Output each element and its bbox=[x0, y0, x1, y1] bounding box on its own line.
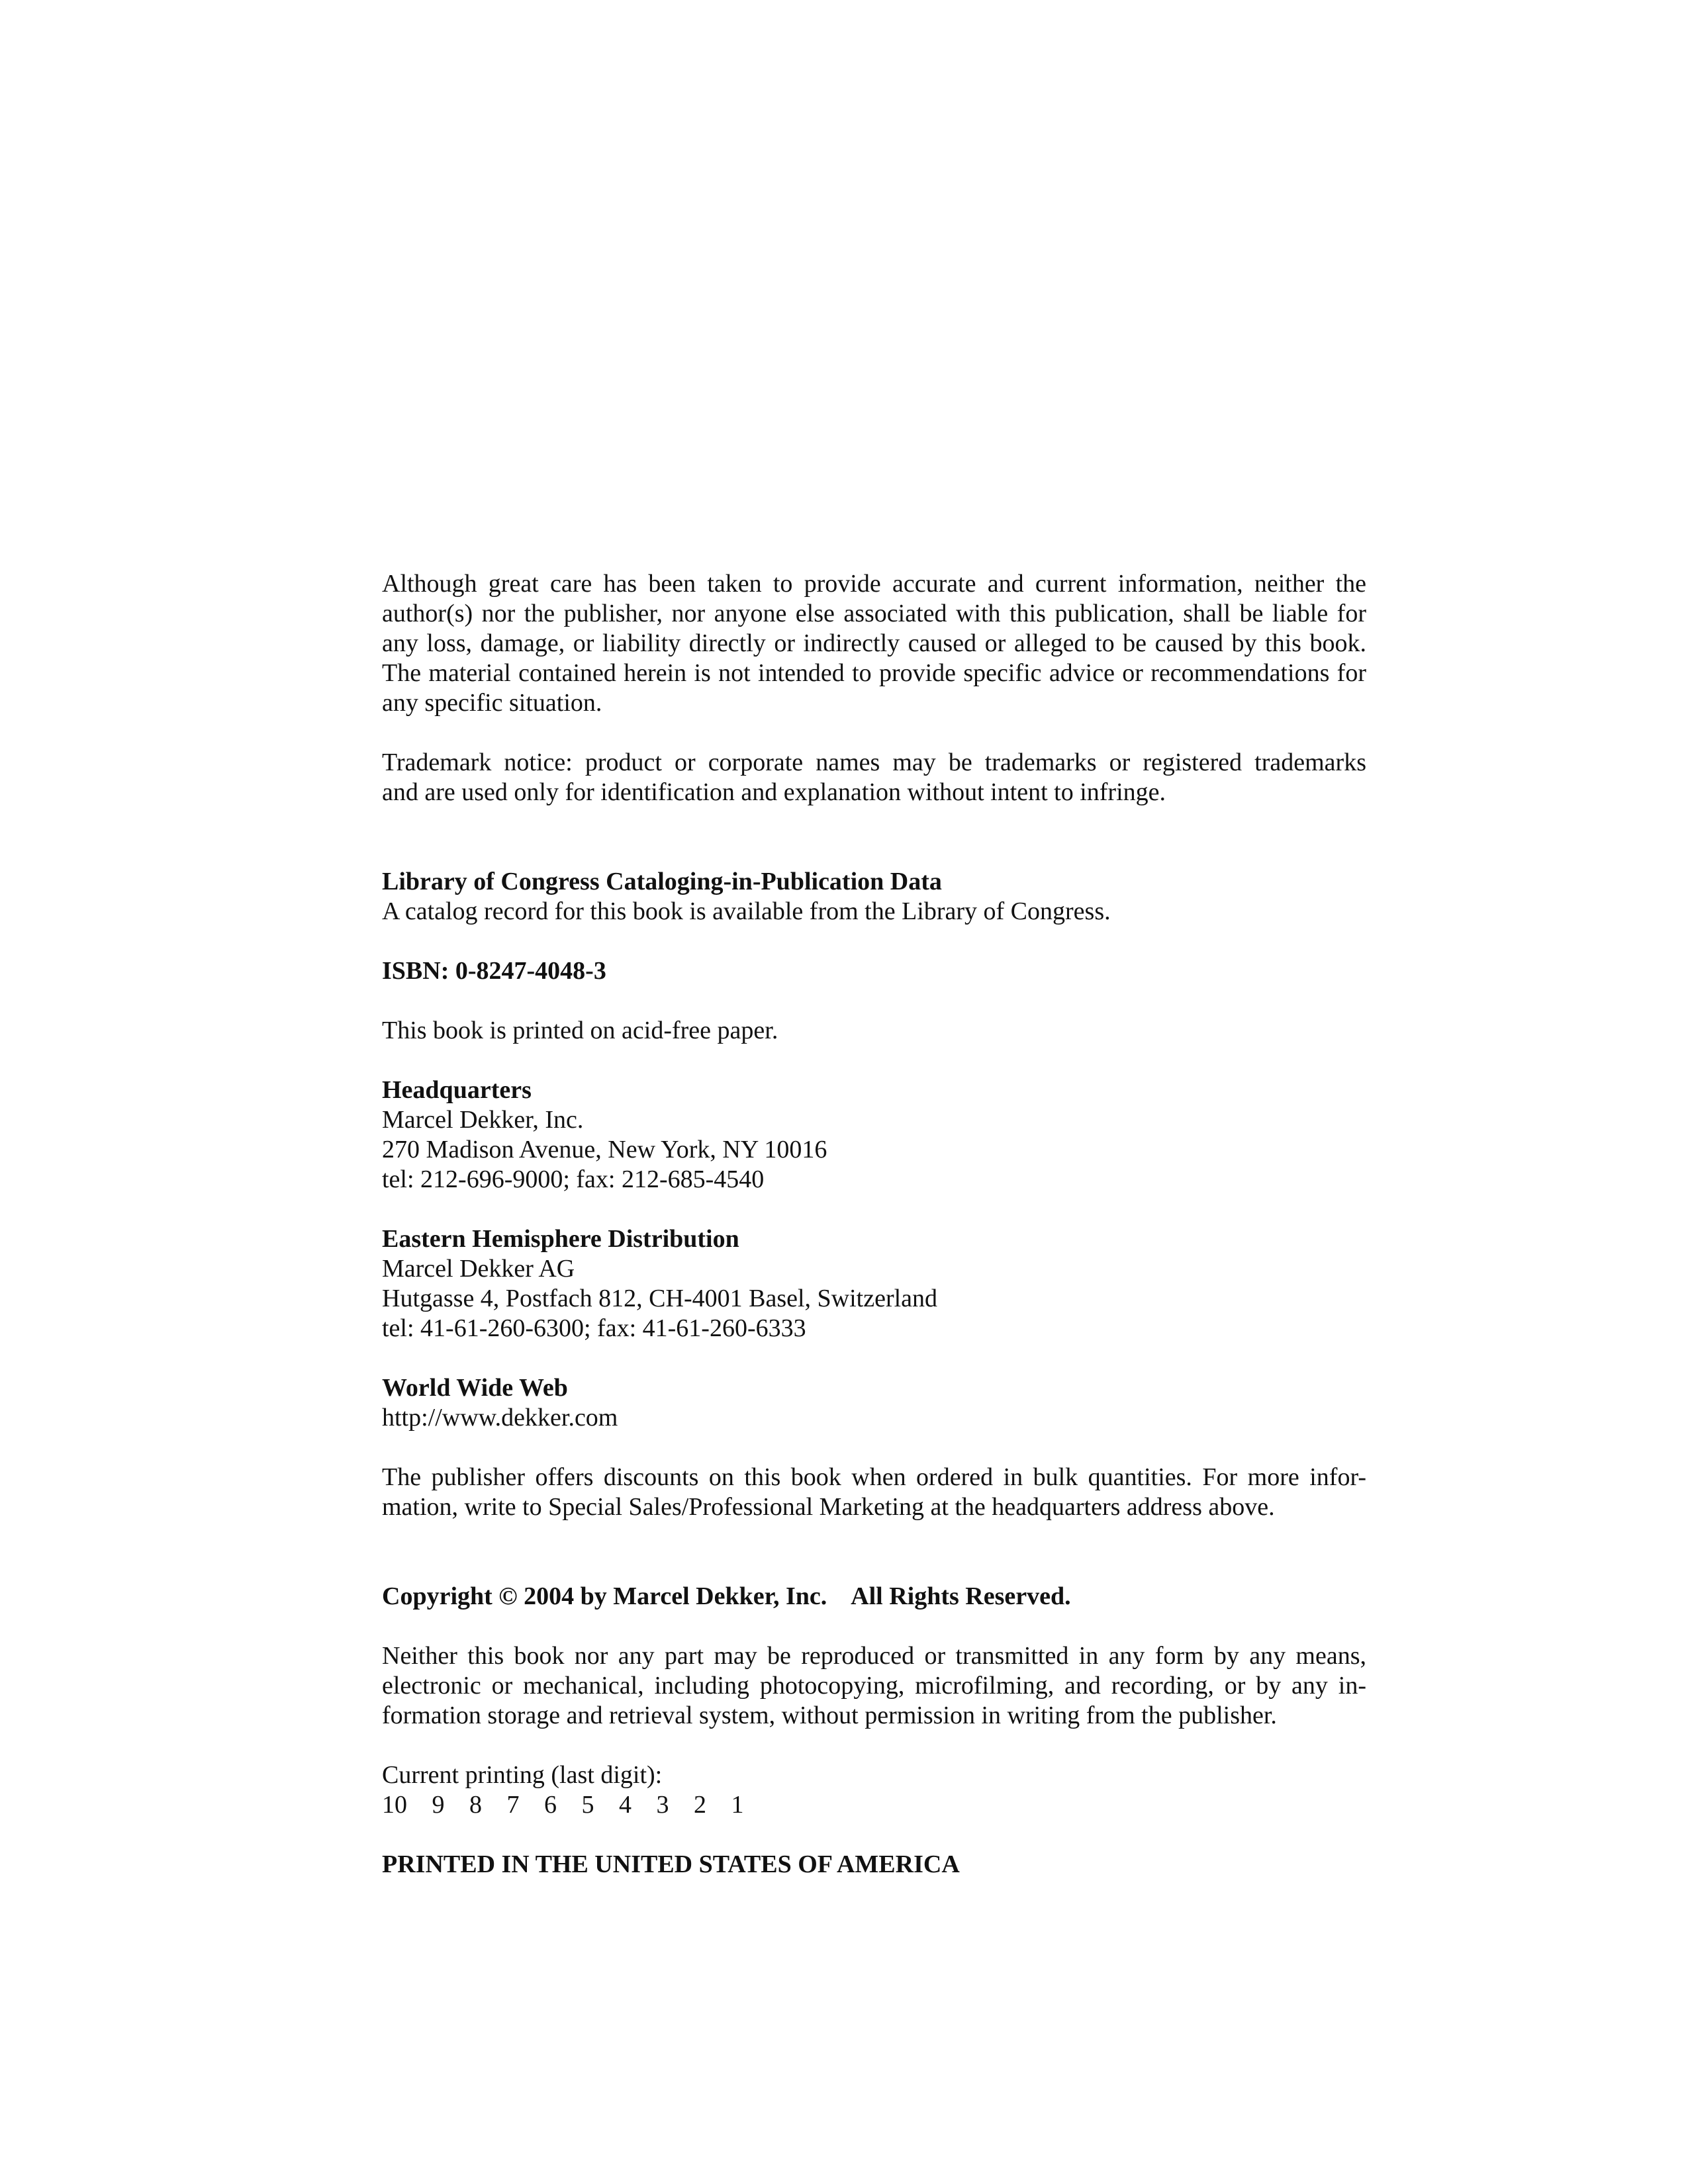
eastern-heading: Eastern Hemisphere Distribution bbox=[382, 1225, 739, 1253]
printing-digits bbox=[382, 1790, 1366, 1820]
printing-block bbox=[382, 1760, 1366, 1820]
bulk-line: The publisher offers discounts on this book when ordered in bulk quantities. For more infor- bbox=[382, 1463, 1366, 1491]
web-heading: World Wide Web bbox=[382, 1374, 568, 1402]
trademark-line: Trademark notice: product or corporate names may be trademarks or registered trademarks bbox=[382, 749, 1366, 776]
disclaimer-line: Although great care has been taken to provide accurate and current information, neither the bbox=[382, 570, 1366, 598]
disclaimer-line: The material contained herein is not intended to provide specific advice or recommendations for bbox=[382, 659, 1366, 687]
printing-digit: 6 bbox=[544, 1791, 557, 1819]
web-url: http://www.dekker.com bbox=[382, 1404, 618, 1432]
printed-in-block bbox=[382, 1850, 1366, 1880]
printing-digit: 2 bbox=[694, 1791, 706, 1819]
copyright-text: Copyright © 2004 by Marcel Dekker, Inc. bbox=[382, 1582, 827, 1610]
cip-text: A catalog record for this book is available from the Library of Congress. bbox=[382, 897, 1111, 925]
cip-block bbox=[382, 867, 1366, 927]
headquarters-address: 270 Madison Avenue, New York, NY 10016 bbox=[382, 1136, 827, 1163]
disclaimer-line: any loss, damage, or liability directly or indirectly caused or alleged to be caused by this book. bbox=[382, 629, 1366, 657]
isbn: ISBN: 0-8247-4048-3 bbox=[382, 957, 606, 985]
eastern-address: Hutgasse 4, Postfach 812, CH-4001 Basel, Switzerland bbox=[382, 1285, 938, 1312]
disclaimer-line: any specific situation. bbox=[382, 689, 602, 717]
reproduction-line: electronic or mechanical, including photocopying, microfilming, and recording, or by any in- bbox=[382, 1672, 1366, 1700]
disclaimer-paragraph bbox=[382, 569, 1366, 718]
trademark-paragraph bbox=[382, 748, 1366, 807]
trademark-line: and are used only for identification and explanation without intent to infringe. bbox=[382, 778, 1166, 806]
paper-note-block bbox=[382, 1016, 1366, 1046]
printing-digit: 1 bbox=[731, 1791, 744, 1819]
copyright-block bbox=[382, 1582, 1366, 1612]
isbn-block bbox=[382, 956, 1366, 986]
headquarters-block bbox=[382, 1075, 1366, 1195]
headquarters-phone: tel: 212-696-9000; fax: 212-685-4540 bbox=[382, 1165, 765, 1193]
printing-digit: 8 bbox=[469, 1791, 482, 1819]
printed-in: PRINTED IN THE UNITED STATES OF AMERICA bbox=[382, 1850, 960, 1878]
printing-digit: 7 bbox=[506, 1791, 520, 1819]
disclaimer-line: author(s) nor the publisher, nor anyone else associated with this publication, shall be liable for bbox=[382, 600, 1366, 627]
paper-note: This book is printed on acid-free paper. bbox=[382, 1017, 778, 1044]
eastern-phone: tel: 41-61-260-6300; fax: 41-61-260-6333 bbox=[382, 1314, 806, 1342]
bulk-paragraph bbox=[382, 1463, 1366, 1522]
reproduction-line: formation storage and retrieval system, without permission in writing from the publisher. bbox=[382, 1702, 1277, 1729]
headquarters-name: Marcel Dekker, Inc. bbox=[382, 1106, 584, 1134]
rights-reserved: All Rights Reserved. bbox=[851, 1582, 1071, 1610]
web-block bbox=[382, 1373, 1366, 1433]
cip-heading: Library of Congress Cataloging-in-Publication Data bbox=[382, 868, 942, 895]
printing-label: Current printing (last digit): bbox=[382, 1761, 663, 1789]
bulk-line: mation, write to Special Sales/Professional Marketing at the headquarters address above. bbox=[382, 1493, 1275, 1521]
headquarters-heading: Headquarters bbox=[382, 1076, 532, 1104]
copyright-line bbox=[382, 1582, 1366, 1612]
printing-digit: 10 bbox=[382, 1791, 407, 1819]
eastern-name: Marcel Dekker AG bbox=[382, 1255, 575, 1283]
reproduction-line: Neither this book nor any part may be reproduced or transmitted in any form by any means, bbox=[382, 1642, 1366, 1670]
eastern-block bbox=[382, 1224, 1366, 1343]
page-content bbox=[382, 569, 1366, 1880]
printing-digit: 4 bbox=[619, 1791, 632, 1819]
reproduction-paragraph bbox=[382, 1641, 1366, 1731]
printing-digit: 5 bbox=[581, 1791, 594, 1819]
printing-digit: 3 bbox=[656, 1791, 669, 1819]
printing-digit: 9 bbox=[432, 1791, 445, 1819]
